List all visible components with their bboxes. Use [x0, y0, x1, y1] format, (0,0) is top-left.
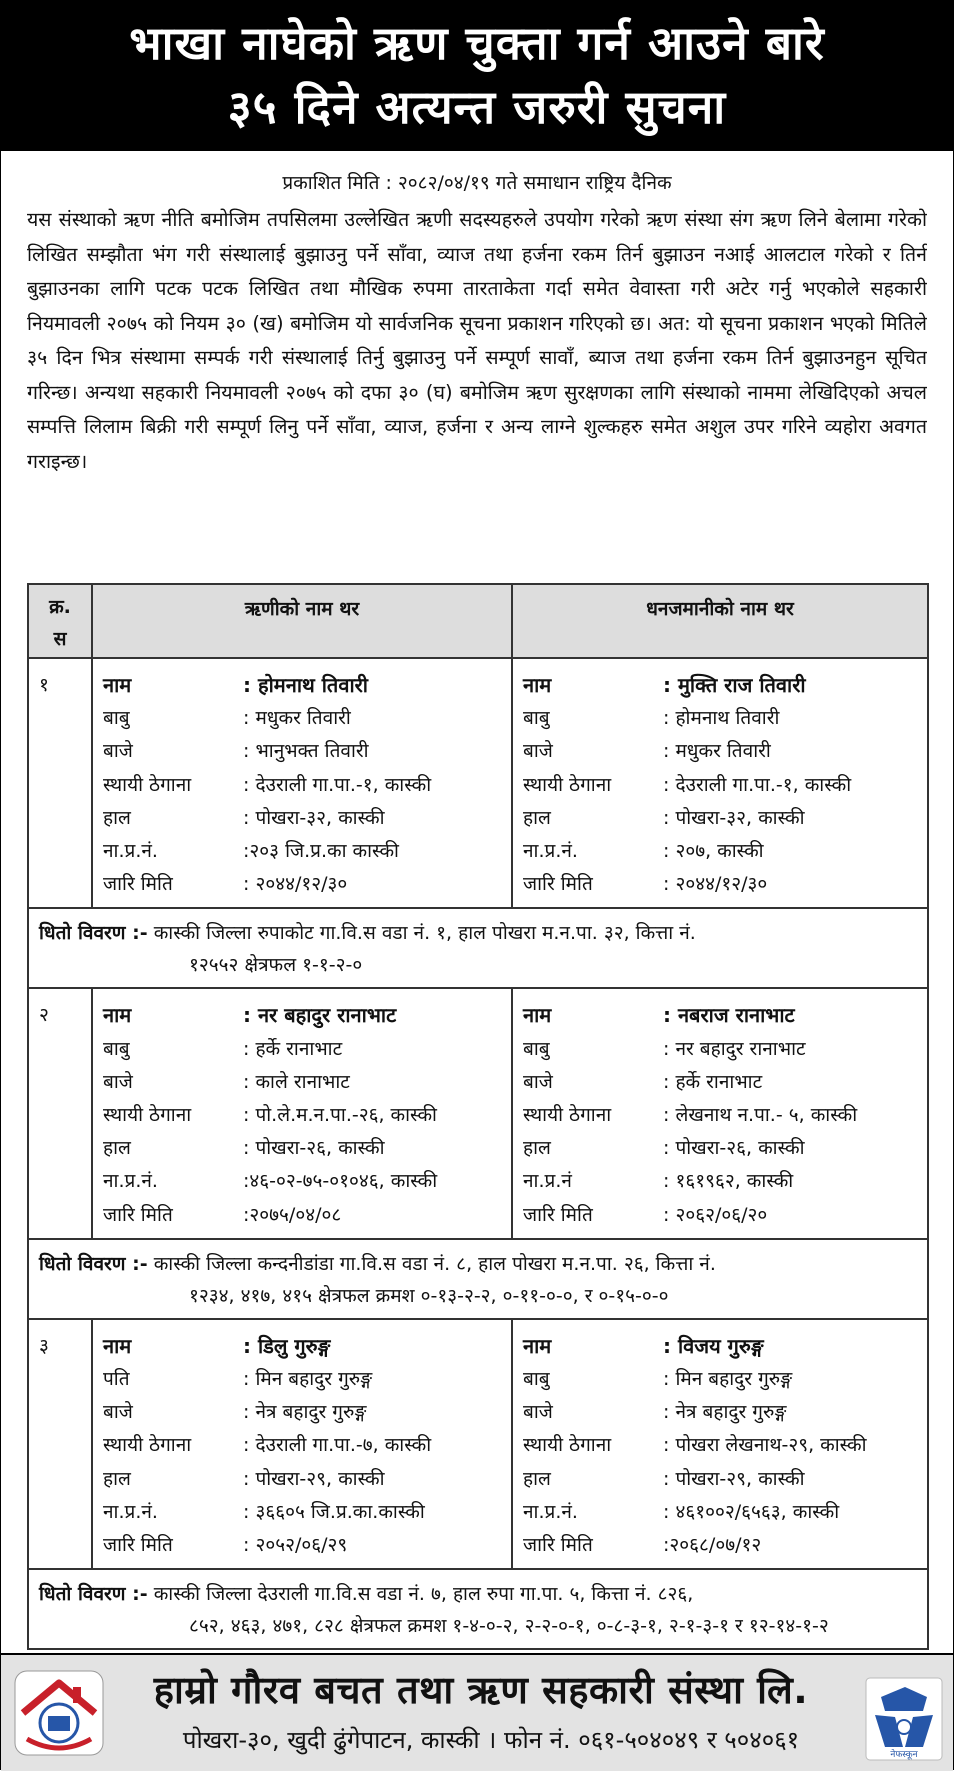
guarantor-field — [523, 1496, 927, 1529]
guarantor-field — [523, 1099, 927, 1132]
field-value: : पोखरा-२६, कास्की — [663, 1137, 805, 1160]
field-label: ना.प्र.नं. — [523, 1500, 578, 1523]
field-label: जारि मिति — [103, 1534, 173, 1557]
row-serial: ३ — [28, 1319, 92, 1569]
field-label: बाजे — [523, 740, 553, 763]
header-guarantor: धनजमानीको नाम थर — [512, 584, 928, 658]
nefscun-logo-icon — [865, 1677, 943, 1761]
guarantor-field — [523, 802, 927, 835]
borrower-field — [103, 1429, 511, 1462]
field-value: : पोखरा-२९, कास्की — [663, 1467, 805, 1490]
field-label: स्थायी ठेगाना — [103, 773, 192, 796]
field-value: : नेत्र बहादुर गुरुङ्ग — [663, 1401, 787, 1424]
field-label: जारि मिति — [523, 1534, 593, 1557]
borrower-field — [103, 669, 511, 702]
field-label: स्थायी ठेगाना — [523, 1104, 612, 1127]
field-value: : पोखरा-३२, कास्की — [243, 806, 385, 829]
collateral-label: धितो विवरण :- — [39, 1252, 148, 1275]
field-value: : नर बहादुर रानाभाट — [243, 1003, 397, 1028]
field-value: : हर्के रानाभाट — [663, 1070, 763, 1093]
field-value: : देउराली गा.पा.-१, कास्की — [243, 773, 432, 796]
organization-address: पोखरा-३०, खुदी ढुंगेपाटन, कास्की । फोन नं. ०६१-५०४०४९ र ५०४०६१ — [182, 1726, 800, 1754]
field-value: : २०४४/१२/३० — [663, 873, 768, 896]
field-value: : नर बहादुर रानाभाट — [663, 1037, 806, 1060]
guarantor-field — [523, 1199, 927, 1232]
guarantor-field — [523, 835, 927, 868]
field-value: : मिन बहादुर गुरुङ्ग — [663, 1368, 793, 1391]
nefscun-logo-text: नेफस्कून — [890, 1750, 918, 1760]
field-label: जारि मिति — [103, 1203, 173, 1226]
published-date: प्रकाशित मिति : २०८२/०४/१९ गते समाधान राष्ट्रिय दैनिक — [282, 172, 672, 194]
guarantor-field — [523, 1529, 927, 1562]
guarantor-field — [523, 1330, 927, 1363]
field-label: बाबु — [103, 1037, 130, 1060]
field-label: स्थायी ठेगाना — [523, 773, 612, 796]
guarantor-field — [523, 769, 927, 802]
field-label: बाजे — [103, 1401, 133, 1424]
borrower-field — [103, 1099, 511, 1132]
field-label: स्थायी ठेगाना — [103, 1104, 192, 1127]
collateral-text: कास्की जिल्ला देउराली गा.वि.स वडा नं. ७, हाल रुपा गा.पा. ५, कित्ता नं. ८२६, — [153, 1583, 694, 1606]
field-value: : पोखरा-२६, कास्की — [243, 1137, 385, 1160]
guarantor-field — [523, 1463, 927, 1496]
field-label: स्थायी ठेगाना — [523, 1434, 612, 1457]
field-value: : देउराली गा.पा.-१, कास्की — [663, 773, 852, 796]
collateral-row — [28, 908, 928, 988]
field-label: स्थायी ठेगाना — [103, 1434, 192, 1457]
borrower-details — [92, 988, 512, 1238]
field-value: : पोखरा-३२, कास्की — [663, 806, 805, 829]
borrower-field — [103, 1529, 511, 1562]
field-label: नाम — [523, 1333, 552, 1358]
field-value: : भानुभक्त तिवारी — [243, 740, 369, 763]
collateral-details — [28, 908, 928, 988]
collateral-line-2: १२३४, ४१७, ४१५ क्षेत्रफल क्रमश ०-१३-२-२, ०-११-०-०, र ०-१५-०-० — [189, 1284, 669, 1307]
field-value: : मिन बहादुर गुरुङ्ग — [243, 1368, 373, 1391]
guarantor-details — [512, 658, 928, 908]
field-label: जारि मिति — [523, 873, 593, 896]
field-label: नाम — [103, 1003, 132, 1028]
collateral-label: धितो विवरण :- — [39, 1583, 148, 1606]
field-label: पति — [103, 1368, 130, 1391]
borrower-details — [92, 658, 512, 908]
borrower-field — [103, 999, 511, 1032]
defaulter-table — [27, 583, 929, 1650]
field-value: : २०५२/०६/२९ — [243, 1534, 348, 1557]
guarantor-field — [523, 868, 927, 901]
field-value: : ३६६०५ जि.प्र.का.कास्की — [243, 1500, 425, 1523]
header-title-line1: भाखा नाघेको ऋण चुक्ता गर्न आउने बारे — [129, 16, 825, 70]
guarantor-field — [523, 999, 927, 1032]
field-value: : पोखरा लेखनाथ-२९, कास्की — [663, 1434, 867, 1457]
guarantor-field — [523, 1066, 927, 1099]
borrower-field — [103, 1463, 511, 1496]
field-label: ना.प्र.नं — [523, 1170, 572, 1193]
row-serial: २ — [28, 988, 92, 1238]
table-body — [28, 658, 928, 1649]
notice-header — [1, 1, 953, 151]
table-header-row — [28, 584, 928, 658]
field-label: ना.प्र.नं. — [523, 840, 578, 863]
field-value: : ४६१००२/६५६३, कास्की — [663, 1500, 840, 1523]
field-value: : डिलु गुरुङ्ग — [243, 1333, 331, 1358]
table-row — [28, 658, 928, 908]
field-value: : नेत्र बहादुर गुरुङ्ग — [243, 1401, 367, 1424]
guarantor-field — [523, 1165, 927, 1198]
collateral-row — [28, 1569, 928, 1649]
guarantor-field — [523, 1132, 927, 1165]
notice-body: यस संस्थाको ऋण नीति बमोजिम तपसिलमा उल्लेखित ऋणी सदस्यहरुले उपयोग गरेको ऋण संस्था संग ऋण लिने बेलामा गरेको लिखित सम्झौता भंग गरी संस्थालाई बुझाउनु पर्ने साँवा, व्याज तथा हर्जना रकम तिर्न बुझाउन नआई आलटाल गरेको र तिर्न बुझाउनका लागि पटक पटक लिखित तथा मौखिक रुपमा तारताकेता गर्दा समेत वेवास्ता गरी अटेर गर्नु भएकोले सहकारी नियमावली २०७५ को नियम ३० (ख) बमोजिम यो सार्वजनिक सूचना प्रकाशन गरिएको छ। अत: यो सूचना प्रकाशन भएको मितिले ३५ दिन भित्र संस्थामा सम्पर्क गरी संस्थालाई तिर्नु बुझाउनु पर्ने सम्पूर्ण सावाँ, ब्याज तथा हर्जना रकम तिर्न बुझाउनहुन सूचित गरिन्छ। अन्यथा सहकारी नियमावली २०७५ को दफा ३० (घ) बमोजिम ऋण सुरक्षणका लागि संस्थाको नाममा लेखिदिएको अचल सम्पत्ति लिलाम बिक्री गरी सम्पूर्ण लिनु पर्ने साँवा, व्याज, हर्जना र अन्य लाग्ने शुल्कहरु समेत अशुल उपर गरिने व्यहोरा अवगत गराइन्छ। — [27, 208, 927, 473]
guarantor-field — [523, 1429, 927, 1462]
field-value: : नबराज रानाभाट — [663, 1003, 795, 1028]
borrower-field — [103, 835, 511, 868]
field-value: : देउराली गा.पा.-७, कास्की — [243, 1434, 432, 1457]
guarantor-details — [512, 1319, 928, 1569]
field-label: बाजे — [103, 1070, 133, 1093]
field-label: हाल — [103, 1137, 131, 1160]
field-label: जारि मिति — [103, 873, 173, 896]
collateral-line-1 — [39, 1248, 915, 1280]
field-value: : मधुकर तिवारी — [663, 740, 771, 763]
borrower-field — [103, 802, 511, 835]
borrower-field — [103, 1396, 511, 1429]
borrower-field — [103, 1033, 511, 1066]
field-label: हाल — [523, 1467, 551, 1490]
field-value: : होमनाथ तिवारी — [663, 707, 780, 730]
header-borrower: ऋणीको नाम थर — [92, 584, 512, 658]
field-value: : विजय गुरुङ्ग — [663, 1333, 764, 1358]
field-label: बाबु — [523, 1368, 550, 1391]
borrower-field — [103, 735, 511, 768]
field-label: बाजे — [103, 740, 133, 763]
borrower-details — [92, 1319, 512, 1569]
collateral-text: कास्की जिल्ला कन्दनीडांडा गा.वि.स वडा नं. ८, हाल पोखरा म.न.पा. २६, कित्ता नं. — [153, 1252, 716, 1275]
borrower-field — [103, 1066, 511, 1099]
field-value: :२०३ जि.प्र.का कास्की — [243, 840, 399, 863]
cooperative-logo-icon — [13, 1669, 105, 1757]
field-label: नाम — [523, 673, 552, 697]
field-value: : हर्के रानाभाट — [243, 1037, 343, 1060]
collateral-line-2: १२५५२ क्षेत्रफल १-१-२-० — [189, 954, 363, 977]
field-label: नाम — [523, 1003, 552, 1028]
field-label: बाजे — [523, 1070, 553, 1093]
field-value: :२०६८/०७/१२ — [663, 1534, 762, 1557]
field-label: हाल — [523, 806, 551, 829]
borrower-field — [103, 1330, 511, 1363]
field-label: बाबु — [103, 707, 130, 730]
borrower-field — [103, 1496, 511, 1529]
borrower-field — [103, 1165, 511, 1198]
collateral-row — [28, 1239, 928, 1319]
collateral-label: धितो विवरण :- — [39, 922, 148, 945]
borrower-field — [103, 868, 511, 901]
field-value: : २०६२/०६/२० — [663, 1203, 768, 1226]
guarantor-field — [523, 1396, 927, 1429]
guarantor-field — [523, 669, 927, 702]
field-label: जारि मिति — [523, 1203, 593, 1226]
field-label: नाम — [103, 1333, 132, 1358]
borrower-field — [103, 1363, 511, 1396]
field-value: :२०७५/०४/०८ — [243, 1203, 342, 1226]
field-label: नाम — [103, 673, 132, 697]
field-value: : पो.ले.म.न.पा.-२६, कास्की — [243, 1104, 437, 1127]
field-label: बाजे — [523, 1401, 553, 1424]
row-serial: १ — [28, 658, 92, 908]
guarantor-field — [523, 735, 927, 768]
table-row — [28, 1319, 928, 1569]
field-value: : १६१९६२, कास्की — [663, 1170, 794, 1193]
field-value: :४६-०२-७५-०१०४६, कास्की — [243, 1170, 438, 1193]
field-label: ना.प्र.नं. — [103, 1500, 158, 1523]
table-row — [28, 988, 928, 1238]
field-value: : लेखनाथ न.पा.- ५, कास्की — [663, 1104, 858, 1127]
field-label: ना.प्र.नं. — [103, 1170, 158, 1193]
footer — [1, 1653, 953, 1771]
guarantor-field — [523, 1033, 927, 1066]
header-title-line2: ३५ दिने अत्यन्त जरुरी सुचना — [227, 80, 727, 134]
collateral-line-1 — [39, 1578, 915, 1610]
field-value: : २०७, कास्की — [663, 840, 764, 863]
guarantor-field — [523, 702, 927, 735]
field-label: बाबु — [523, 707, 550, 730]
collateral-details — [28, 1239, 928, 1319]
field-value: : होमनाथ तिवारी — [243, 673, 368, 697]
field-label: हाल — [103, 806, 131, 829]
field-value: : २०४४/१२/३० — [243, 873, 348, 896]
field-value: : पोखरा-२९, कास्की — [243, 1467, 385, 1490]
collateral-text: कास्की जिल्ला रुपाकोट गा.वि.स वडा नं. १, हाल पोखरा म.न.पा. ३२, कित्ता नं. — [153, 922, 696, 945]
borrower-field — [103, 769, 511, 802]
borrower-field — [103, 702, 511, 735]
guarantor-details — [512, 988, 928, 1238]
collateral-line-1 — [39, 917, 915, 949]
collateral-details — [28, 1569, 928, 1649]
borrower-field — [103, 1199, 511, 1232]
field-value: : मुक्ति राज तिवारी — [663, 673, 806, 697]
organization-name: हाम्रो गौरव बचत तथा ऋण सहकारी संस्था लि. — [153, 1668, 809, 1712]
field-value: : काले रानाभाट — [243, 1070, 350, 1093]
field-label: हाल — [523, 1137, 551, 1160]
collateral-line-2: ८५२, ४६३, ४७१, ८२८ क्षेत्रफल क्रमश १-४-०-२, २-२-०-१, ०-८-३-१, २-१-३-१ र १२-१४-१-२ — [189, 1615, 829, 1638]
field-value: : मधुकर तिवारी — [243, 707, 351, 730]
guarantor-field — [523, 1363, 927, 1396]
header-serial: क्र. स — [28, 584, 92, 658]
field-label: ना.प्र.नं. — [103, 840, 158, 863]
field-label: हाल — [103, 1467, 131, 1490]
borrower-field — [103, 1132, 511, 1165]
field-label: बाबु — [523, 1037, 550, 1060]
